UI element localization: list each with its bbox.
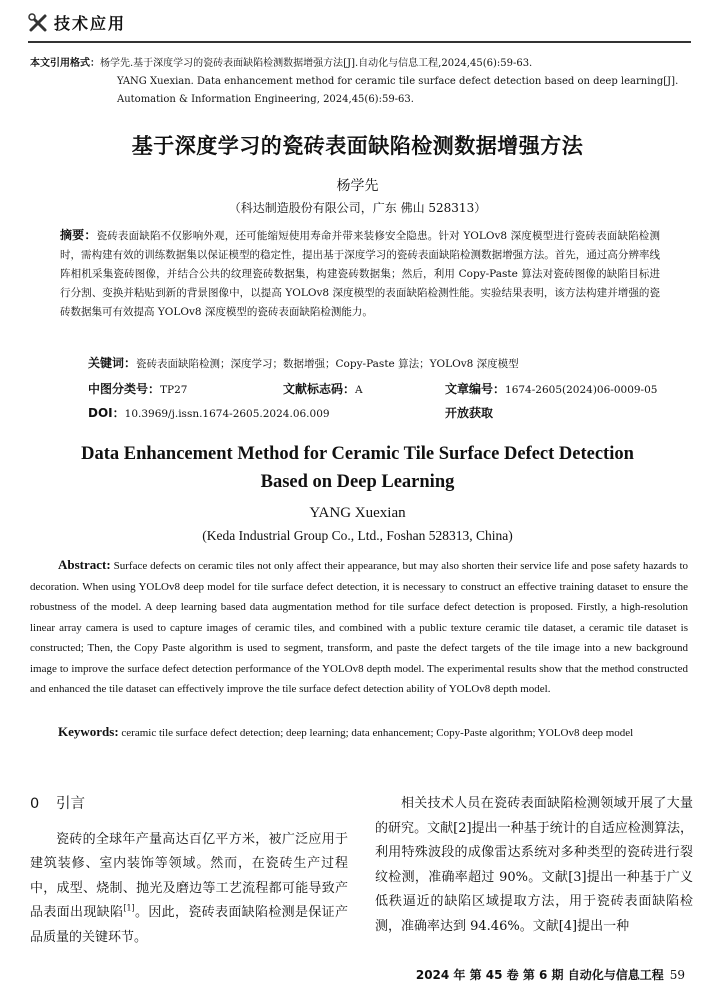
en-keywords — [30, 722, 688, 743]
en-affiliation: (Keda Industrial Group Co., Ltd., Foshan 528313, China) — [202, 528, 513, 543]
clc-label: 中图分类号： — [88, 382, 161, 396]
cn-abstract — [60, 226, 660, 322]
doi-label: DOI： — [88, 406, 125, 420]
page-footer — [416, 966, 685, 983]
en-title — [40, 440, 675, 496]
cn-doi-row — [88, 404, 668, 424]
cn-meta-row — [88, 380, 668, 400]
intro-section-number: 0 — [30, 796, 40, 812]
citation-en-line1: YANG Xuexian. Data enhancement method for ceramic tile surface defect detection based on deep learning[J]. — [117, 76, 679, 87]
article-no-label: 文章编号： — [445, 382, 506, 396]
cn-keywords-text: 瓷砖表面缺陷检测；深度学习；数据增强；Copy-Paste 算法；YOLOv8 深度模型 — [136, 358, 519, 370]
doi-link[interactable]: 10.3969/j.issn.1674-2605.2024.06.009 — [124, 408, 330, 420]
cn-abstract-label: 摘要： — [60, 228, 97, 242]
citation-cn: 杨学先.基于深度学习的瓷砖表面缺陷检测数据增强方法[J].自动化与信息工程,2024,45(6):59-63. — [100, 58, 533, 69]
page-number: 59 — [669, 968, 685, 982]
doc-code-label: 文献标志码： — [283, 382, 356, 396]
en-title-line2: Based on Deep Learning — [260, 472, 455, 492]
doc-code-value: A — [355, 384, 363, 396]
section-title: 技术应用 — [54, 14, 127, 33]
footer-issue: 2024 年 第 45 卷 第 6 期 自动化与信息工程 — [415, 968, 664, 982]
body-left-column — [30, 792, 348, 950]
en-title-line1: Data Enhancement Method for Ceramic Tile Surface Defect Detection — [81, 444, 634, 464]
en-keywords-text: ceramic tile surface defect detection; deep learning; data enhancement; Copy-Paste algorithm; YOLOv8 deep model — [121, 727, 634, 739]
cn-abstract-text: 瓷砖表面缺陷不仅影响外观，还可能缩短使用寿命并带来装修安全隐患。针对 YOLOv8 深度模型进行瓷砖表面缺陷检测时，需构建有效的训练数据集以保证模型的稳定性，提出基于深度学习的瓷砖表面缺陷检测数据增强方法。首先，通过高分辨率线阵相机采集瓷砖图像，并结合公共的纹理瓷砖数据集，构建瓷砖数据集；然后，利用 Copy-Paste 算法对瓷砖图像的缺陷目标进行分割、变换并粘贴到新的背景图像中，以提高 YOLOv8 深度模型的表面缺陷检测性能。实验结果表明，该方法构建并增强的瓷砖数据集可有效提高 YOLOv8 深度模型的瓷砖表面缺陷检测能力。 — [60, 230, 660, 318]
intro-text-1: 瓷砖的全球年产量高达百亿平方米，被广泛应用于建筑装修、室内装饰等领域。然而，在瓷砖生产过程中，成型、烧制、抛光及磨边等工艺流程都可能导致产品表面出现缺陷 — [30, 831, 348, 920]
en-keywords-label: Keywords: — [58, 724, 119, 739]
cn-author: 杨学先 — [336, 178, 379, 194]
cn-keywords-label: 关键词： — [88, 356, 137, 370]
intro-text-2: 。因此，瓷砖表面缺陷检测是保证产品质量的关键环节。 — [30, 905, 348, 945]
reference-1[interactable]: [1] — [123, 903, 135, 913]
en-abstract-label: Abstract: — [58, 557, 111, 572]
clc-value: TP27 — [160, 384, 188, 396]
intro-paragraph-2: 相关技术人员在瓷砖表面缺陷检测领域开展了大量的研究。文献[2]提出一种基于统计的自适应检测算法，利用特殊波段的成像雷达系统对多种类型的瓷砖进行裂纹检测，准确率超过 90%。文献[3]提出一种基于广义低秩逼近的缺陷区域提取方法，用于瓷砖表面缺陷检测，准确率达到 94.46%。文献[4]提出一种 — [375, 796, 693, 934]
citation-en-line2: Automation & Information Engineering, 2024,45(6):59-63. — [117, 94, 414, 105]
intro-paragraph-1 — [30, 828, 348, 951]
wrench-screwdriver-icon — [28, 13, 48, 33]
cn-affiliation: （科达制造股份有限公司，广东 佛山 528313） — [228, 201, 487, 215]
intro-section-title: 引言 — [56, 796, 85, 812]
header-rule — [28, 41, 691, 43]
en-abstract-text: Surface defects on ceramic tiles not only affect their appearance, but may also shorten their service life and pose safety hazards to decoration. When using YOLOv8 deep model for tile surface defect detection, it is necessary to construct an effective training dataset to ensure the robustness of the model. A deep learning based data augmentation method for tile surface defect detection is proposed. Firstly, a high-resolution linear array camera is used to capture images of ceramic tiles, and combined with a public texture ceramic tile dataset, a ceramic tile dataset is constructed; Then, the Copy Paste algorithm is used to segment, transform, and paste the defect targets of the tile image into a new background image to improve the surface defect detection performance of the YOLOv8 depth model. The experimental results show that the method constructed and enhanced the tile dataset can effectively improve the tile surface defect detection ability of YOLOv8 depth model. — [30, 560, 689, 695]
page-header — [28, 10, 691, 40]
intro-heading — [30, 792, 348, 817]
article-no-value: 1674-2605(2024)06-0009-05 — [505, 384, 658, 396]
en-author: YANG Xuexian — [309, 505, 406, 521]
citation-label: 本文引用格式： — [30, 58, 100, 69]
citation-block — [30, 55, 690, 109]
cn-title: 基于深度学习的瓷砖表面缺陷检测数据增强方法 — [131, 134, 584, 158]
open-access-label: 开放获取 — [445, 406, 494, 420]
en-abstract — [30, 555, 688, 700]
body-right-column — [375, 792, 693, 939]
cn-keywords — [88, 354, 668, 371]
